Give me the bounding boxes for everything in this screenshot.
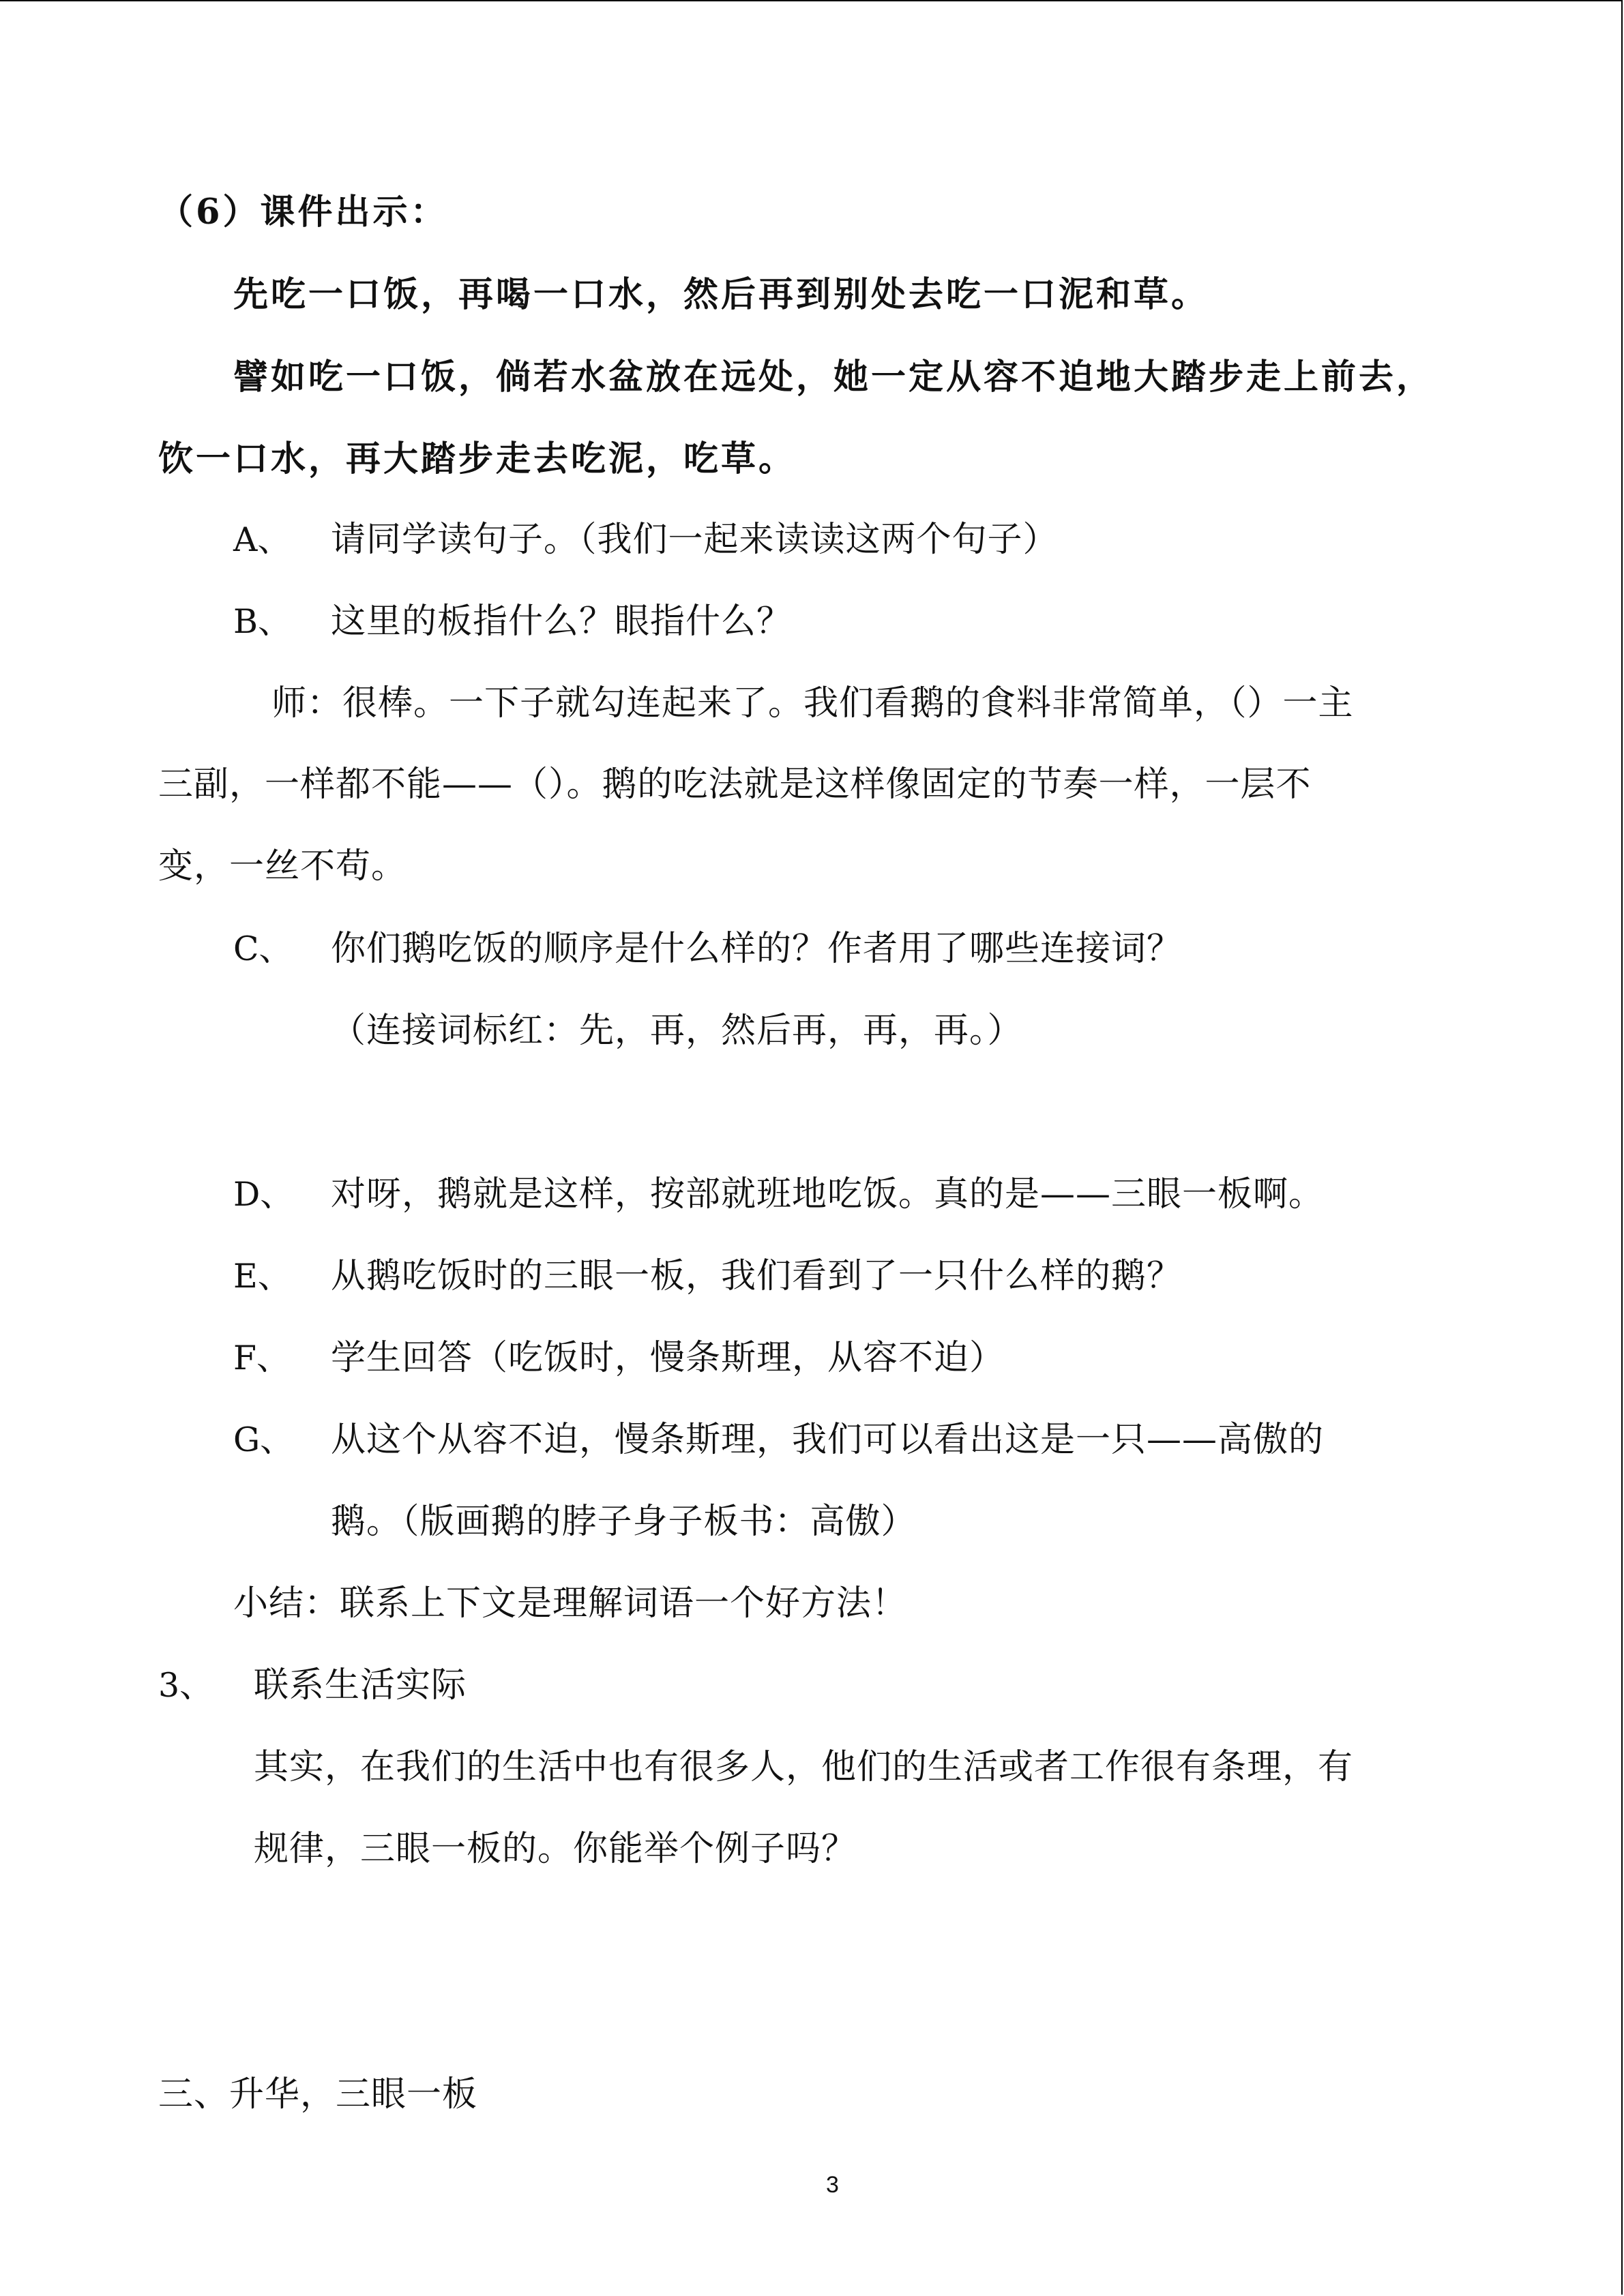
item-d-marker: D、 <box>233 1175 294 1214</box>
item-e-marker: E、 <box>233 1257 291 1296</box>
section-heading: （6）课件出示： <box>158 192 448 233</box>
item-g-text-line-2: 鹅。（版画鹅的脖子身子板书：高傲） <box>331 1502 917 1542</box>
point-3-body-line-2: 规律，三眼一板的。你能举个例子吗？ <box>254 1829 857 1869</box>
point-3-body-line-1: 其实，在我们的生活中也有很多人，他们的生活或者工作很有条理，有 <box>254 1747 1354 1787</box>
part-3-heading: 三、升华，三眼一板 <box>158 2074 478 2115</box>
page-number: 3 <box>826 2172 839 2198</box>
item-f-text: 学生回答（吃饭时，慢条斯理，从容不迫） <box>331 1338 1005 1378</box>
item-g-marker: G、 <box>233 1420 294 1459</box>
item-g-text-line-1: 从这个从容不迫，慢条斯理，我们可以看出这是一只——高傲的 <box>331 1420 1325 1460</box>
bold-sentence-2-line-1: 譬如吃一口饭，倘若水盆放在远处，她一定从容不迫地大踏步走上前去， <box>233 357 1434 398</box>
item-e-text: 从鹅吃饭时的三眼一板，我们看到了一只什么样的鹅？ <box>331 1256 1183 1296</box>
bold-sentence-2-line-2: 饮一口水，再大踏步走去吃泥，吃草。 <box>158 438 797 479</box>
item-a-marker: A、 <box>233 520 291 559</box>
bold-sentence-1: 先吃一口饭，再喝一口水，然后再到别处去吃一口泥和草。 <box>233 274 1209 315</box>
point-3-title: 联系生活实际 <box>254 1665 467 1705</box>
item-b-marker: B、 <box>233 602 292 641</box>
teacher-comment-line-2: 三副，一样都不能——（）。鹅的吃法就是这样像固定的节奏一样，一层不 <box>158 764 1312 805</box>
teacher-comment-line-1: 师：很棒。一下子就勾连起来了。我们看鹅的食料非常简单，（）一主 <box>271 683 1354 724</box>
summary: 小结：联系上下文是理解词语一个好方法！ <box>233 1583 908 1624</box>
item-a-text: 请同学读句子。（我们一起来读读这两个句子） <box>331 520 1059 560</box>
item-d-text: 对呀，鹅就是这样，按部就班地吃饭。真的是——三眼一板啊。 <box>331 1174 1325 1214</box>
item-c-text: 你们鹅吃饭的顺序是什么样的？作者用了哪些连接词？ <box>331 929 1183 969</box>
item-b-text: 这里的板指什么？眼指什么？ <box>331 601 793 642</box>
item-c-note: （连接词标红：先，再，然后再，再，再。） <box>331 1011 1023 1051</box>
teacher-comment-line-3: 变，一丝不苟。 <box>158 846 407 886</box>
point-3-marker: 3、 <box>158 1666 213 1705</box>
item-f-marker: F、 <box>233 1339 290 1377</box>
item-c-marker: C、 <box>233 929 293 968</box>
